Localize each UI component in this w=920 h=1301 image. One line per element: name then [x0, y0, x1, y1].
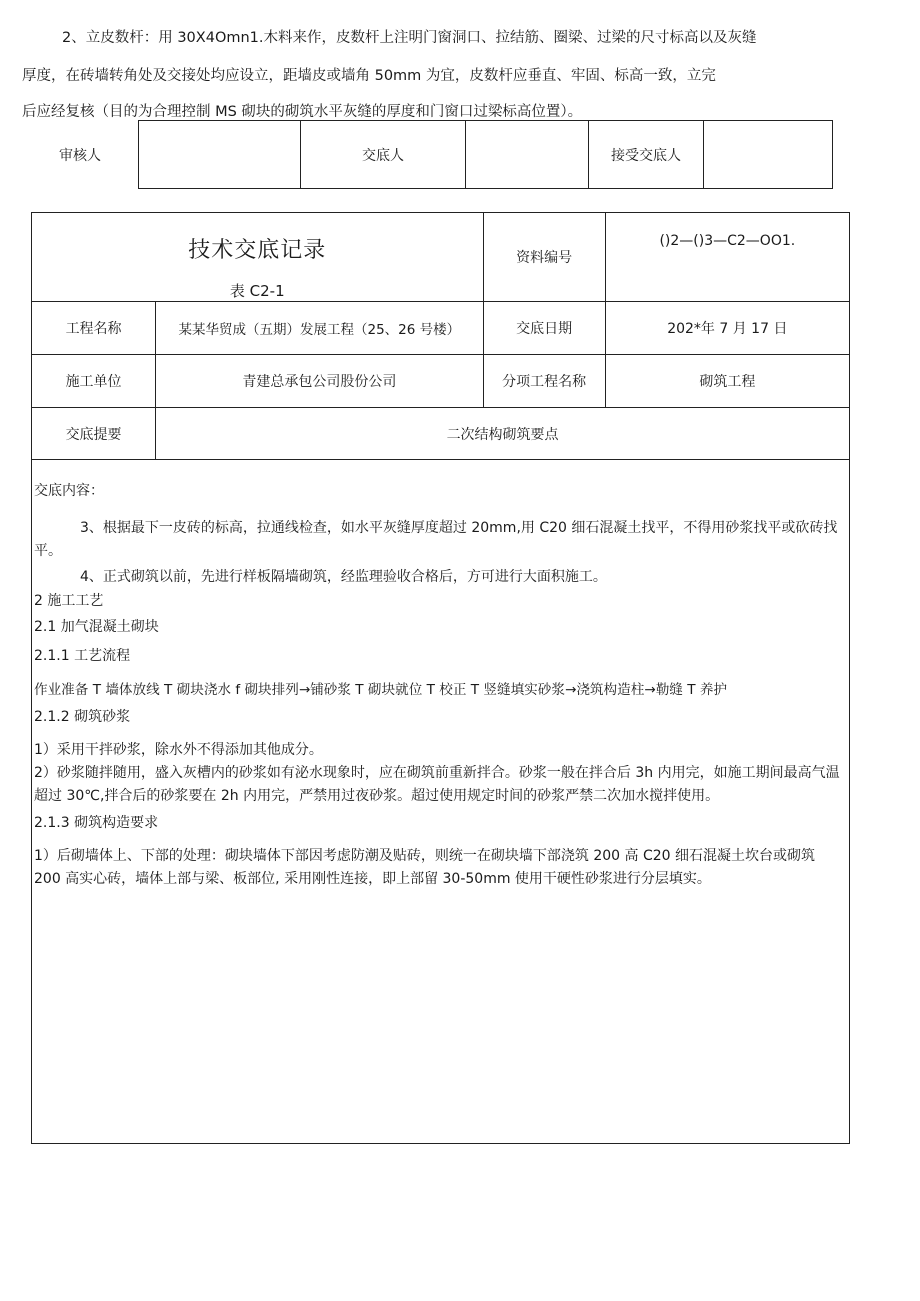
mortar-item-2: 2）砂浆随拌随用，盛入灰槽内的砂浆如有泌水现象时，应在砌筑前重新拌合。砂浆一般在拌合后 3h 内用完，如施工期间最高气温超过 30℃,拌合后的砂浆要在 2h 内用完，严禁用过夜砂浆。超过使用规定时间的砂浆严禁二次加水搅拌使用。 [34, 765, 840, 804]
intro-line-3: 后应经复核（目的为合理控制 MS 砌块的砌筑水平灰缝的厚度和门窗口过梁标高位置）。 [22, 104, 583, 120]
signoff-table [22, 120, 833, 189]
intro-line-1: 2、立皮数杆：用 30X4Omn1.木料来作，皮数杆上注明门窗洞口、拉结筋、圈梁、过梁的尺寸标高以及灰缝 [62, 30, 757, 46]
doc-no-value: ()2—()3—C2—OO1. [659, 233, 796, 249]
section-2-1-1-heading: 2.1.1 工艺流程 [34, 648, 131, 664]
contractor-label: 施工单位 [32, 355, 156, 408]
doc-no-cell [605, 213, 849, 302]
subproject-label: 分项工程名称 [483, 355, 605, 408]
reviewer-label: 审核人 [22, 121, 139, 189]
date-label: 交底日期 [483, 302, 605, 355]
section-2-1-heading: 2.1 加气混凝土砌块 [34, 619, 159, 635]
discloser-label: 交底人 [301, 121, 466, 189]
receiver-label: 接受交底人 [589, 121, 704, 189]
summary-label: 交底提要 [32, 408, 156, 460]
summary-value: 二次结构砌筑要点 [156, 408, 850, 460]
project-label: 工程名称 [32, 302, 156, 355]
construction-item-1: 1）后砌墙体上、下部的处理：砌块墙体下部因考虑防潮及贴砖，则统一在砌块墙下部浇筑 200 高 C20 细石混凝土坎台或砌筑 200 高实心砖，墙体上部与梁、板部位, 采用刚性连接，即上部留 30-50mm 使用干硬性砂浆进行分层填实。 [34, 848, 816, 887]
mortar-item-1: 1）采用干拌砂浆，除水外不得添加其他成分。 [34, 742, 323, 758]
form-subtitle: 表 C2-1 [229, 282, 285, 300]
content-item-4: 4、正式砌筑以前，先进行样板隔墙砌筑，经监理验收合格后，方可进行大面积施工。 [80, 569, 607, 585]
project-value: 某某华贸成（五期）发展工程（25、26 号楼） [156, 302, 483, 355]
section-2-1-2-heading: 2.1.2 砌筑砂浆 [34, 709, 131, 725]
technical-disclosure-form [31, 212, 850, 1144]
subproject-value: 砌筑工程 [605, 355, 849, 408]
section-2-1-3-heading: 2.1.3 砌筑构造要求 [34, 815, 159, 831]
discloser-value[interactable] [466, 121, 589, 189]
reviewer-value[interactable] [139, 121, 301, 189]
disclosure-content [32, 460, 850, 1144]
process-flow: 作业准备 T 墙体放线 T 砌块浇水 f 砌块排列→铺砂浆 T 砌块就位 T 校正 T 竖缝填实砂浆→浇筑构造柱→勒缝 T 养护 [34, 682, 728, 698]
form-title-cell [32, 213, 484, 302]
content-heading: 交底内容： [34, 483, 104, 499]
section-2-heading: 2 施工工艺 [34, 593, 104, 609]
contractor-value: 青建总承包公司股份公司 [156, 355, 483, 408]
intro-line-2: 厚度，在砖墙转角处及交接处均应设立，距墙皮或墙角 50mm 为宜，皮数杆应垂直、牢固、标高一致，立完 [22, 68, 716, 84]
form-title: 技术交底记录 [188, 238, 327, 263]
content-item-3: 3、根据最下一皮砖的标高，拉通线检查，如水平灰缝厚度超过 20mm,用 C20 细石混凝土找平，不得用砂浆找平或砍砖找平。 [34, 520, 838, 559]
receiver-value[interactable] [704, 121, 833, 189]
date-value: 202*年 7 月 17 日 [605, 302, 849, 355]
doc-no-label: 资料编号 [483, 213, 605, 302]
